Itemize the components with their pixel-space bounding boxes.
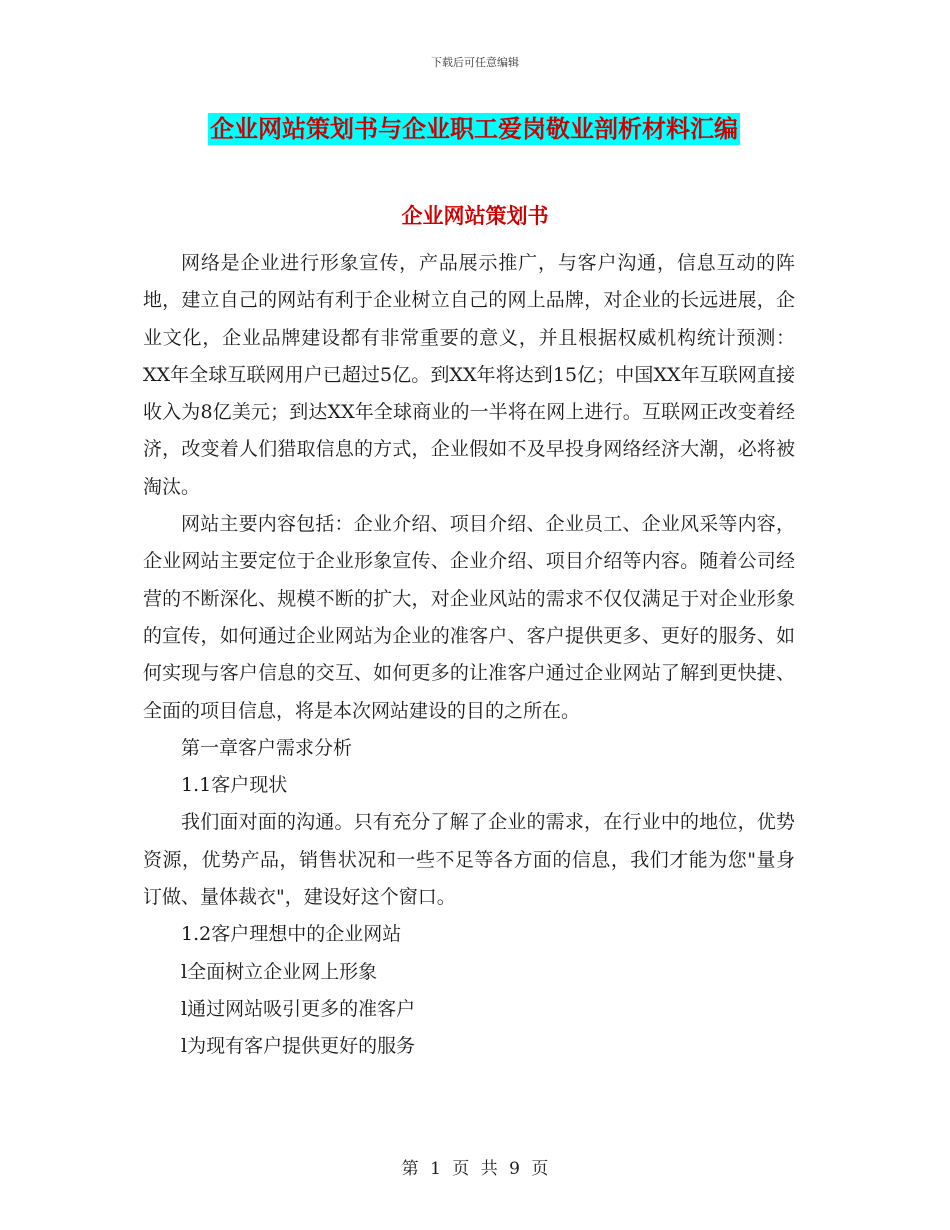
page-number: 第 1 页 共 9 页 bbox=[401, 1159, 549, 1179]
list-item: l为现有客户提供更好的服务 bbox=[181, 1035, 416, 1058]
list-item: l全面树立企业网上形象 bbox=[181, 960, 378, 983]
section-title: 企业网站策划书 bbox=[401, 203, 549, 228]
document-body bbox=[143, 245, 795, 1066]
chapter-heading: 第一章客户需求分析 bbox=[181, 736, 353, 759]
header-note: 下载后可任意编辑 bbox=[431, 56, 519, 69]
sub-heading-ideal-website: 1.2客户理想中的企业网站 bbox=[181, 923, 402, 946]
paragraph-communication: 我们面对面的沟通。只有充分了解了企业的需求，在行业中的地位，优势资源，优势产品，销售状况和一些不足等各方面的信息，我们才能为您"量身订做、量体裁衣"，建设好这个窗口。 bbox=[143, 811, 795, 909]
sub-heading-customer-status: 1.1客户现状 bbox=[181, 774, 288, 797]
paragraph-intro: 网络是企业进行形象宣传，产品展示推广，与客户沟通，信息互动的阵地，建立自己的网站有利于企业树立自己的网上品牌，对企业的长远进展，企业文化，企业品牌建设都有非常重要的意义，并且根据权威机构统计预测：XX年全球互联网用户已超过5亿。到XX年将达到15亿；中国XX年互联网直接收入为8亿美元；到达XX年全球商业的一半将在网上进行。互联网正改变着经济，改变着人们猎取信息的方式，企业假如不及早投身网络经济大潮，必将被淘汰。 bbox=[143, 252, 795, 498]
list-item: l通过网站吸引更多的准客户 bbox=[181, 997, 416, 1020]
paragraph-content: 网站主要内容包括：企业介绍、项目介绍、企业员工、企业风采等内容，企业网站主要定位于企业形象宣传、企业介绍、项目介绍等内容。随着公司经营的不断深化、规模不断的扩大，对企业风站的需求不仅仅满足于对企业形象的宣传，如何通过企业网站为企业的准客户、客户提供更多、更好的服务、如何实现与客户信息的交互、如何更多的让准客户通过企业网站了解到更快捷、全面的项目信息，将是本次网站建设的目的之所在。 bbox=[143, 513, 795, 722]
document-title: 企业网站策划书与企业职工爱岗敬业剖析材料汇编 bbox=[210, 114, 738, 143]
